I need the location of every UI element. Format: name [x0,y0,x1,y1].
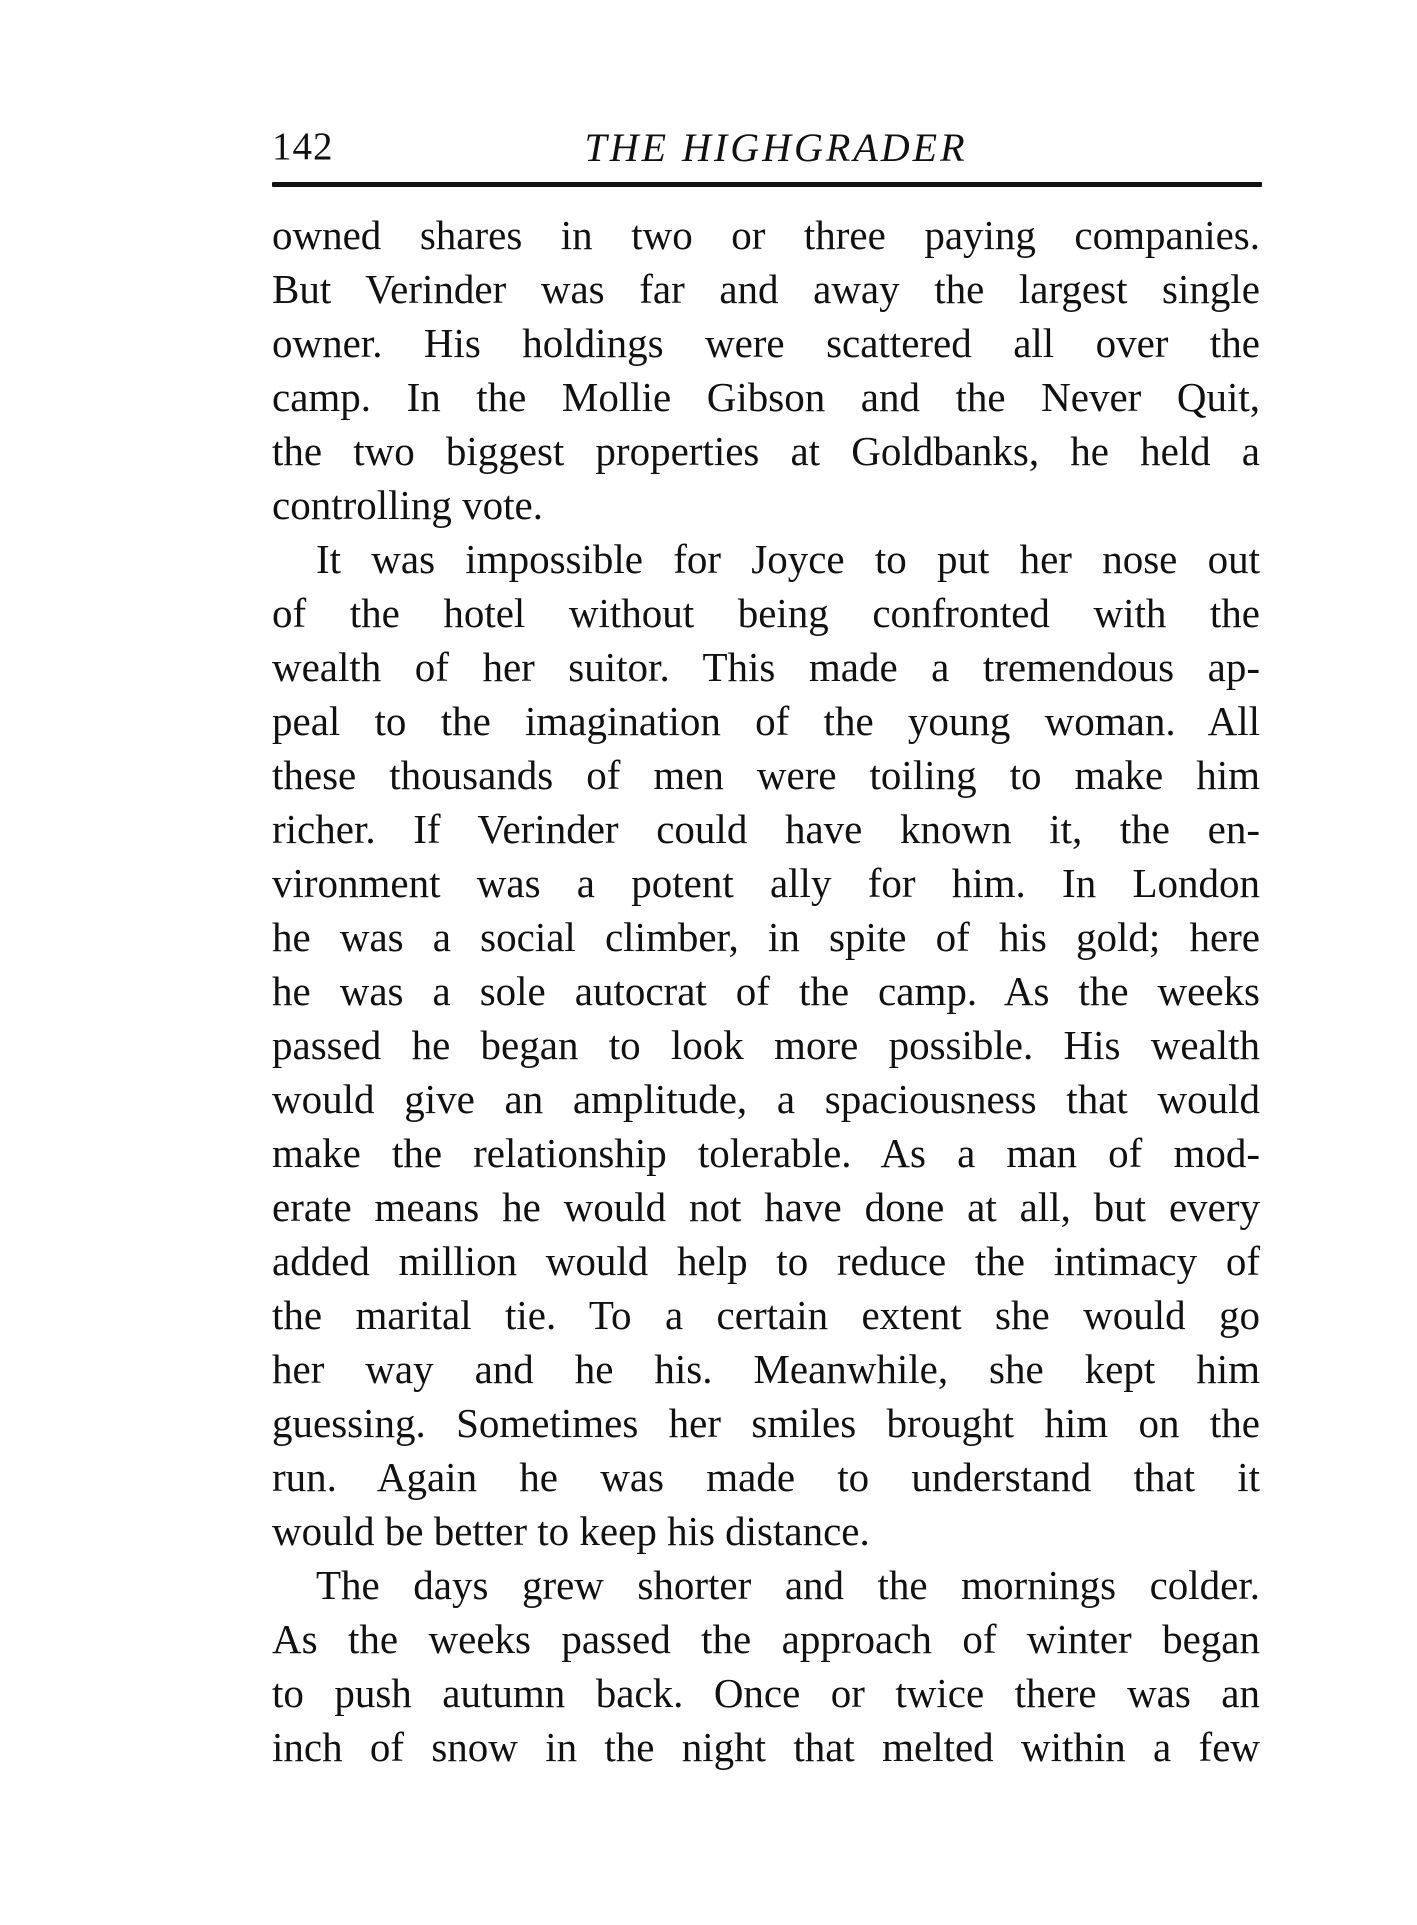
text-line: would give an amplitude, a spaciousness that would [272,1076,1260,1122]
body-text [272,208,1260,1774]
text-line: camp. In the Mollie Gibson and the Never Quit, [272,374,1260,420]
text-line: run. Again he was made to understand that it [272,1454,1260,1500]
text-line: he was a sole autocrat of the camp. As the weeks [272,968,1260,1014]
book-page [272,120,1260,1840]
page-header [272,120,1260,178]
text-line: the two biggest properties at Goldbanks, he held a [272,428,1260,474]
header-rule [272,182,1262,187]
text-line: the marital tie. To a certain extent she would go [272,1292,1260,1338]
text-line: But Verinder was far and away the largest single [272,266,1260,312]
text-line: added million would help to reduce the intimacy of [272,1238,1260,1284]
text-line: wealth of her suitor. This made a tremendous ap- [272,644,1260,690]
text-line: controlling vote. [272,482,544,528]
text-line: guessing. Sometimes her smiles brought him on the [272,1400,1260,1446]
text-line: passed he began to look more possible. His wealth [272,1022,1260,1068]
text-line: these thousands of men were toiling to make him [272,752,1260,798]
text-line: her way and he his. Meanwhile, she kept him [272,1346,1260,1392]
text-line: would be better to keep his distance. [272,1508,870,1554]
text-line: erate means he would not have done at all, but every [272,1184,1260,1230]
text-line: of the hotel without being confronted with the [272,590,1260,636]
text-line: As the weeks passed the approach of winter began [272,1616,1260,1662]
text-line: It was impossible for Joyce to put her nose out [316,536,1260,582]
paragraph-1 [272,208,1260,532]
text-line: richer. If Verinder could have known it, the en- [272,806,1260,852]
page-number: 142 [272,125,334,168]
paragraph-3 [272,1558,1260,1774]
text-line: inch of snow in the night that melted within a few [272,1724,1260,1770]
text-line: owner. His holdings were scattered all over the [272,320,1260,366]
text-line: make the relationship tolerable. As a man of mod- [272,1130,1260,1176]
text-line: he was a social climber, in spite of his gold; here [272,914,1260,960]
text-line: to push autumn back. Once or twice there was an [272,1670,1260,1716]
text-line: peal to the imagination of the young woman. All [272,698,1260,744]
paragraph-2 [272,532,1260,1558]
running-title: THE HIGHGRADER [584,125,968,170]
text-line: The days grew shorter and the mornings colder. [316,1562,1260,1608]
text-line: owned shares in two or three paying companies. [272,212,1260,258]
text-line: vironment was a potent ally for him. In London [272,860,1260,906]
